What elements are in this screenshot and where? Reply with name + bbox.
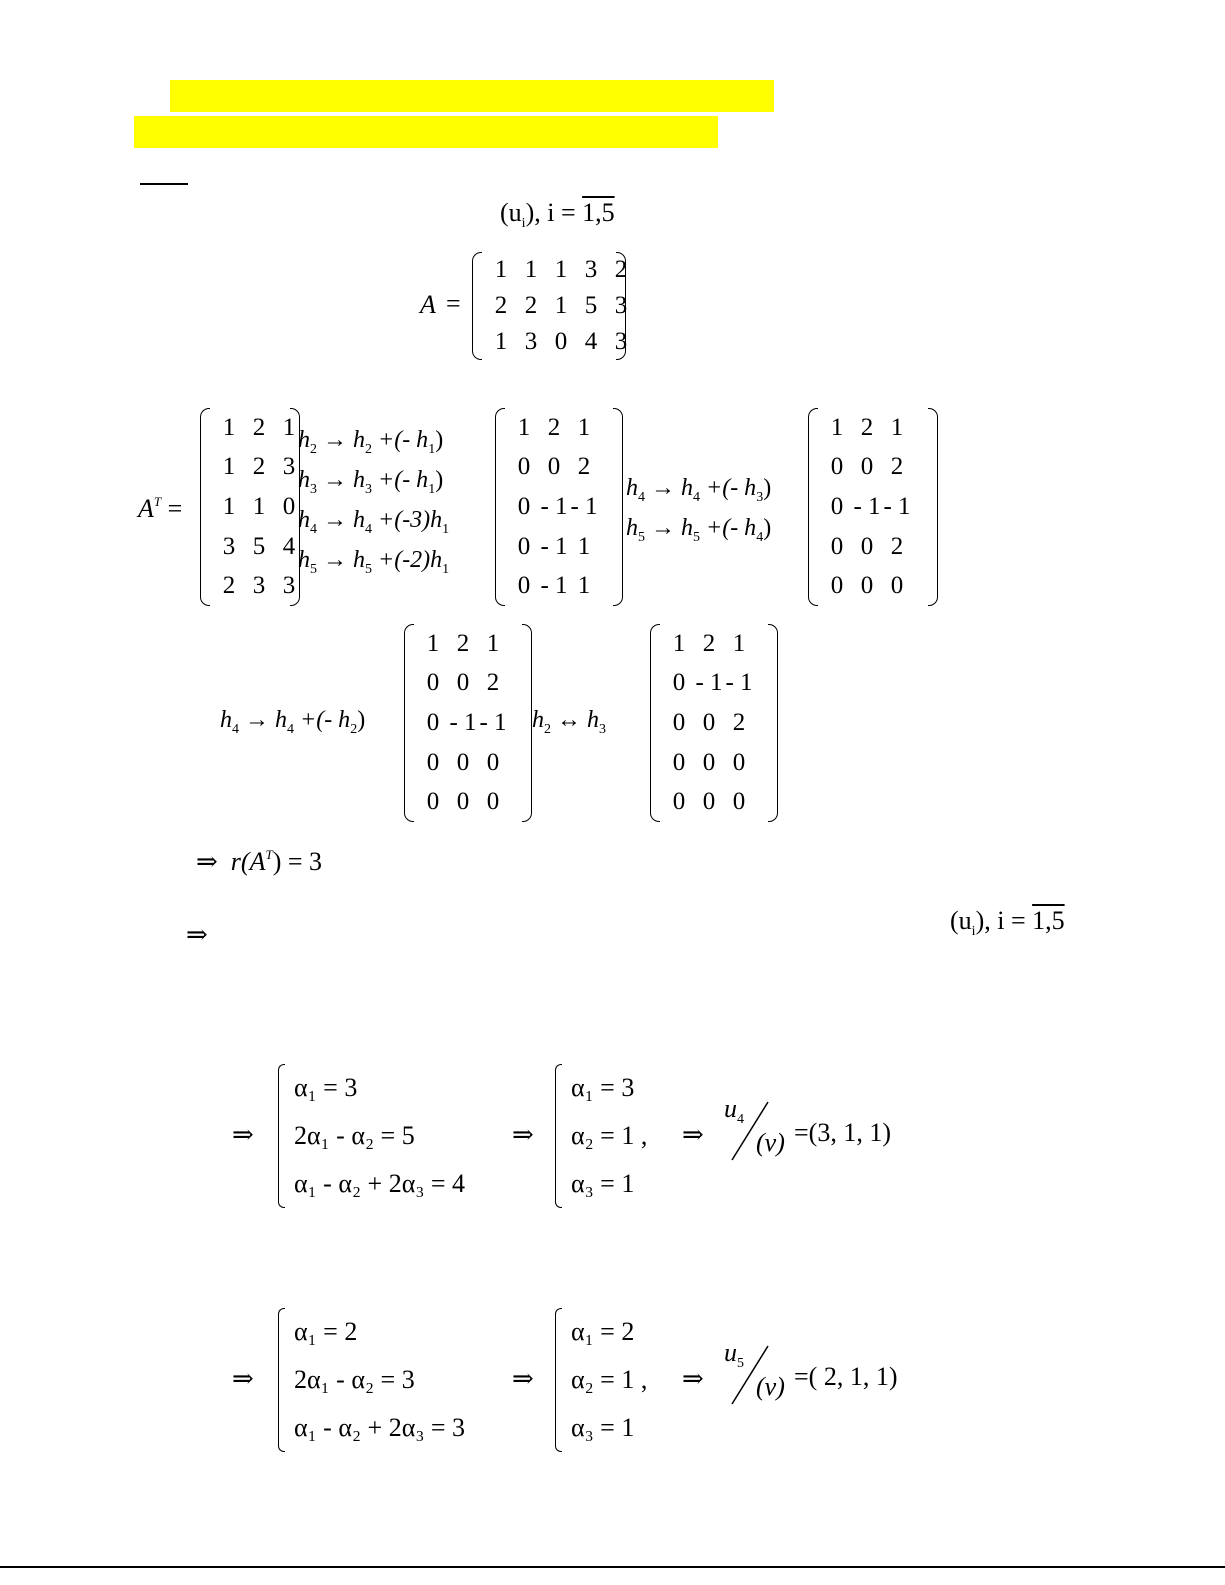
matrix-cell: 1 — [426, 629, 440, 657]
transpose-label: $A^T$ = — [138, 494, 183, 523]
basis-notation-right: $(u_i)$, i = 1,5 — [950, 906, 1065, 939]
matrix-cell: 5 — [584, 292, 598, 319]
matrix-cell: - 1 — [540, 492, 568, 520]
matrix-cell: 4 — [282, 532, 296, 560]
matrix-cell: 4 — [584, 328, 598, 355]
matrix-cell: 2 — [486, 669, 500, 697]
matrix-cell: 1 — [486, 629, 500, 657]
equation-row: α₂ = 1 , — [571, 1121, 648, 1150]
matrix-cell: 0 — [547, 453, 561, 481]
matrix-cell: 0 — [890, 572, 904, 600]
matrix-cell: - 1 — [853, 492, 881, 520]
matrix-cell: 0 — [830, 453, 844, 481]
matrix-cell: - 1 — [540, 532, 568, 560]
equation-row: α₁ - α₂ + 2α₃ = 3 — [294, 1413, 466, 1442]
matrix-cell: 2 — [614, 256, 628, 283]
row-operation: $h_2$ ↔ $h_3$ — [532, 707, 606, 737]
matrix-cell: - 1 — [883, 492, 911, 520]
matrix-t4 — [650, 624, 778, 822]
matrix-cell: 1 — [830, 413, 844, 441]
matrix-cell: 0 — [426, 708, 440, 736]
matrix-cell: 3 — [614, 292, 628, 319]
matrix-t2 — [808, 408, 938, 606]
matrix-cell: 3 — [282, 453, 296, 481]
equation-row: α₁ = 2 — [294, 1317, 358, 1346]
matrix-t1 — [495, 408, 623, 606]
matrix-t3 — [404, 624, 532, 822]
equation-row: α₃ = 1 — [571, 1413, 635, 1442]
sys1-implies: ⇒ — [232, 1120, 254, 1149]
matrix-a-name: A — [420, 290, 436, 319]
matrix-cell: 0 — [830, 572, 844, 600]
matrix-cell: 2 — [222, 572, 236, 600]
bottom-rule — [0, 1566, 1225, 1568]
matrix-cell: 1 — [524, 256, 538, 283]
matrix-cell: 3 — [524, 328, 538, 355]
matrix-body — [822, 408, 912, 606]
matrix-cell: 1 — [222, 492, 236, 520]
matrix-cell: 0 — [702, 788, 716, 816]
matrix-cell: 2 — [577, 453, 591, 481]
row-op-4 — [532, 700, 606, 740]
matrix-cell: 1 — [577, 413, 591, 441]
matrix-cell: 0 — [456, 788, 470, 816]
row-operation: $h_4 \to h_4$ +(- $h_3$) — [626, 475, 772, 505]
matrix-cell: - 1 — [449, 708, 477, 736]
matrix-cell: 2 — [252, 413, 266, 441]
matrix-cell: 1 — [577, 572, 591, 600]
row-ops-1 — [298, 420, 449, 580]
system2-right — [555, 1308, 647, 1452]
matrix-cell: - 1 — [479, 708, 507, 736]
matrix-cell: 1 — [577, 532, 591, 560]
matrix-cell: 1 — [494, 256, 508, 283]
implies-arrow: ⇒ — [186, 920, 208, 949]
matrix-cell: 0 — [426, 669, 440, 697]
matrix-cell: 1 — [222, 413, 236, 441]
row-ops-2 — [626, 468, 771, 548]
sys1-implies-3: ⇒ — [682, 1120, 704, 1149]
matrix-cell: 0 — [702, 748, 716, 776]
sys2-implies-3: ⇒ — [682, 1364, 704, 1393]
system2-left — [278, 1308, 465, 1452]
matrix-cell: 2 — [456, 629, 470, 657]
equation-row: α₁ = 3 — [294, 1073, 358, 1102]
sys2-implies-2: ⇒ — [512, 1364, 534, 1393]
matrix-cell: 2 — [547, 413, 561, 441]
matrix-cell: 1 — [554, 256, 568, 283]
matrix-cell: 0 — [426, 788, 440, 816]
matrix-cell: 0 — [732, 748, 746, 776]
matrix-cell: 1 — [252, 492, 266, 520]
underline-mark — [140, 183, 188, 185]
system1-left — [278, 1064, 465, 1208]
matrix-cell: 2 — [524, 292, 538, 319]
matrix-cell: 0 — [860, 532, 874, 560]
sys2-implies: ⇒ — [232, 1364, 254, 1393]
row-operation: $h_4 \to h_4 +(-3)h_1$ — [298, 507, 450, 537]
matrix-cell: 0 — [830, 492, 844, 520]
equation-row: 2α₁ - α₂ = 5 — [294, 1121, 415, 1150]
matrix-body — [509, 408, 599, 606]
equation-row: α₂ = 1 , — [571, 1365, 648, 1394]
matrix-cell: 0 — [672, 788, 686, 816]
matrix-cell: 0 — [732, 788, 746, 816]
matrix-cell: 1 — [222, 453, 236, 481]
matrix-body — [418, 624, 508, 822]
matrix-cell: 1 — [890, 413, 904, 441]
matrix-cell: 0 — [486, 748, 500, 776]
matrix-cell: 0 — [486, 788, 500, 816]
row-operation: $h_2 \to h_2$ +(- $h_1$) — [298, 427, 444, 457]
row-operation: $h_5 \to h_5$ +(- $h_4$) — [626, 515, 772, 545]
matrix-body — [664, 624, 754, 822]
matrix-cell: 1 — [554, 292, 568, 319]
matrix-cell: 0 — [517, 453, 531, 481]
matrix-a — [472, 252, 626, 360]
matrix-cell: - 1 — [540, 572, 568, 600]
matrix-cell: 3 — [614, 328, 628, 355]
matrix-cell: - 1 — [695, 669, 723, 697]
matrix-a-eq: = — [446, 289, 461, 318]
matrix-cell: 0 — [426, 748, 440, 776]
row-operation: $h_5 \to h_5 +(-2)h_1$ — [298, 547, 450, 577]
matrix-cell: 0 — [517, 572, 531, 600]
equation-row: α₁ - α₂ + 2α₃ = 4 — [294, 1169, 466, 1198]
matrix-t0 — [200, 408, 300, 606]
matrix-cell: 1 — [732, 629, 746, 657]
matrix-cell: 0 — [672, 708, 686, 736]
equation-row: α₁ = 2 — [571, 1317, 635, 1346]
highlight-bar-2 — [134, 116, 718, 148]
matrix-body — [486, 252, 636, 360]
matrix-cell: 2 — [890, 532, 904, 560]
matrix-cell: 2 — [702, 629, 716, 657]
matrix-cell: 1 — [494, 328, 508, 355]
matrix-cell: 2 — [732, 708, 746, 736]
matrix-cell: 1 — [517, 413, 531, 441]
matrix-cell: 0 — [456, 748, 470, 776]
coord-u5: $u_5$ (v) =( 2, 1, 1) — [722, 1340, 902, 1410]
coord-u4: $u_4$ (v) =(3, 1, 1) — [722, 1096, 902, 1166]
rank-statement: ⇒ $r(A^T) = 3$ — [196, 847, 323, 876]
matrix-cell: 0 — [702, 708, 716, 736]
matrix-cell: - 1 — [725, 669, 753, 697]
matrix-cell: - 1 — [570, 492, 598, 520]
matrix-cell: 0 — [456, 669, 470, 697]
matrix-cell: 0 — [830, 532, 844, 560]
sys1-implies-2: ⇒ — [512, 1120, 534, 1149]
matrix-cell: 2 — [494, 292, 508, 319]
matrix-cell: 0 — [860, 572, 874, 600]
row-op-3 — [220, 700, 365, 740]
equation-row: 2α₁ - α₂ = 3 — [294, 1365, 415, 1394]
matrix-cell: 2 — [252, 453, 266, 481]
highlight-bar-1 — [170, 80, 774, 112]
matrix-cell: 0 — [672, 748, 686, 776]
matrix-cell: 0 — [554, 328, 568, 355]
equation-row: α₁ = 3 — [571, 1073, 635, 1102]
matrix-cell: 0 — [282, 492, 296, 520]
equation-row: α₃ = 1 — [571, 1169, 635, 1198]
matrix-cell: 0 — [672, 669, 686, 697]
matrix-cell: 1 — [282, 413, 296, 441]
matrix-cell: 2 — [860, 413, 874, 441]
matrix-cell: 5 — [252, 532, 266, 560]
basis-notation: $(u_i)$, i = 1,5 — [500, 198, 615, 231]
matrix-cell: 3 — [222, 532, 236, 560]
matrix-cell: 1 — [672, 629, 686, 657]
row-operation: $h_4 \to h_4$ +(- $h_2$) — [220, 707, 366, 737]
system1-right — [555, 1064, 647, 1208]
matrix-cell: 0 — [860, 453, 874, 481]
matrix-cell: 0 — [517, 532, 531, 560]
matrix-cell: 3 — [252, 572, 266, 600]
matrix-cell: 2 — [890, 453, 904, 481]
matrix-cell: 0 — [517, 492, 531, 520]
matrix-cell: 3 — [282, 572, 296, 600]
matrix-cell: 3 — [584, 256, 598, 283]
row-operation: $h_3 \to h_3$ +(- $h_1$) — [298, 467, 444, 497]
